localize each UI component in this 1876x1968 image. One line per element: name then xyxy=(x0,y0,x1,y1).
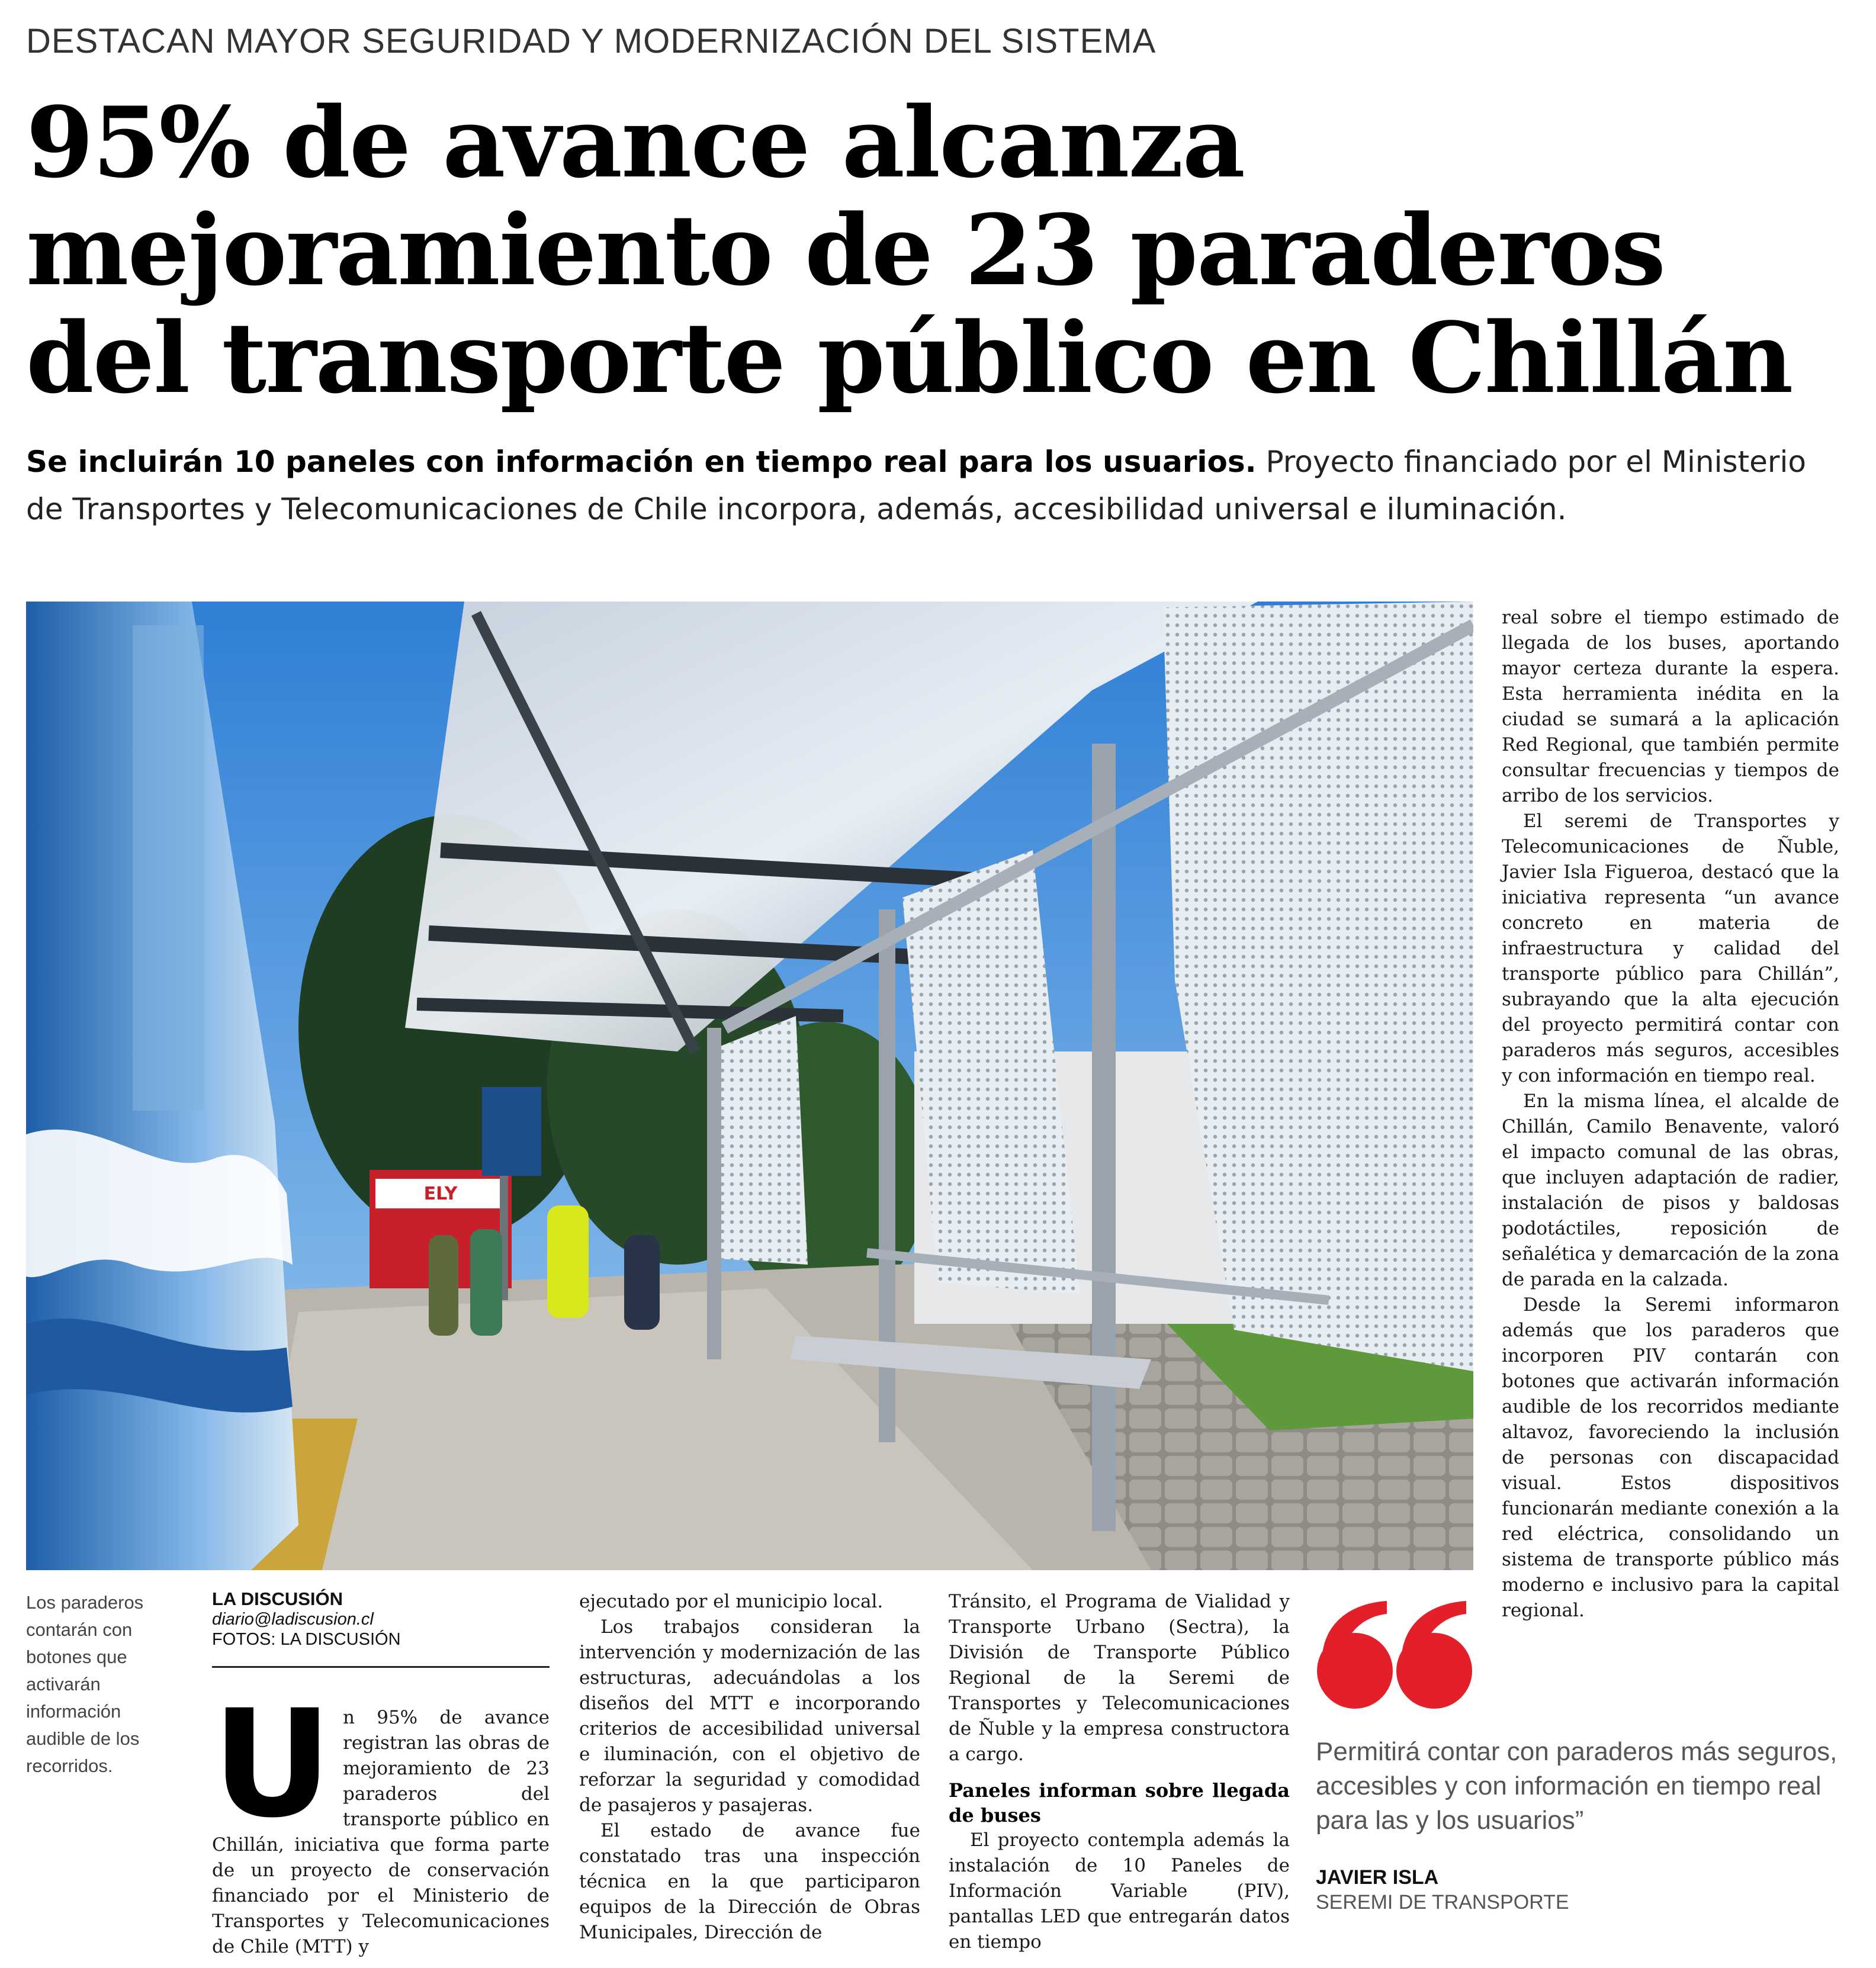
person xyxy=(429,1235,458,1336)
person-vest xyxy=(547,1205,589,1318)
kicker: DESTACAN MAYOR SEGURIDAD Y MODERNIZACIÓN DEL SISTEMA xyxy=(26,22,1157,60)
article-paragraph: Tránsito, el Programa de Vialidad y Transporte Urbano (Sectra), la División de Transporte Público Regional de la Seremi de Transportes y Telecomunicaciones de Ñuble y la empresa constructora a cargo. xyxy=(949,1591,1290,1765)
headline-line-2: mejoramiento de 23 paraderos xyxy=(26,193,1665,307)
byline-email[interactable]: diario@ladiscusion.cl xyxy=(212,1610,374,1629)
subheading: Paneles informan sobre llegada de buses xyxy=(949,1779,1290,1826)
lead-text: n 95% de avance registran las obras de mejoramiento de 23 paraderos del transporte público en Chillán, iniciativa que forma parte de un proyecto de conservación financiado por el Ministerio de Transportes y Telecomunicaciones de Chile (MTT) y xyxy=(212,1707,550,1957)
person xyxy=(470,1229,502,1336)
shelter-post xyxy=(1092,744,1116,1531)
article-column-4 xyxy=(1502,605,1839,1623)
deck xyxy=(26,438,1850,533)
article-column-3 xyxy=(949,1589,1290,1955)
article-paragraph: El seremi de Transportes y Telecomunicaciones de Ñuble, Javier Isla Figueroa, destacó que la iniciativa representa “un avance concreto en materia de infraestructura y calidad del transporte público para Chillán”, subrayando que la alta ejecución del proyecto permitirá contar con paraderos más seguros, accesibles y con información en tiempo real. xyxy=(1502,811,1839,1086)
byline-rule xyxy=(212,1666,550,1668)
deck-bold: Se incluirán 10 paneles con información en tiempo real para los usuarios. xyxy=(26,445,1257,479)
drop-cap: U xyxy=(212,1678,333,1850)
article-paragraph: real sobre el tiempo estimado de llegada de los buses, aportando mayor certeza durante la espera. Esta herramienta inédita en la ciudad se sumará a la aplicación Red Regional, que también permite consultar frecuencias y tiempos de arribo de los servicios. xyxy=(1502,607,1839,806)
byline xyxy=(212,1589,550,1668)
pull-quote: Permitirá contar con paraderos más seguros, accesibles y con información en tiempo real para las y los usuarios” xyxy=(1316,1737,1838,1835)
article-column-1 xyxy=(212,1678,550,1960)
byline-outlet: LA DISCUSIÓN xyxy=(212,1588,343,1609)
article-paragraph: El proyecto contempla además la instalación de 10 Paneles de Información Variable (PIV), pantallas LED que entregarán datos en tiempo xyxy=(949,1829,1290,1953)
perforated-panel xyxy=(707,1016,808,1265)
quote-attribution xyxy=(1316,1865,1730,1915)
kiosk-label: ELY xyxy=(423,1184,458,1204)
article-paragraph: Desde la Seremi informaron además que los paraderos que incorporen PIV contarán con botones que activarán información audible de los recorridos mediante altavoz, favoreciendo la inclusión de personas con discapacidad visual. Estos dispositivos funcionarán mediante conexión a la red eléctrica, consolidando un sistema de transporte público más moderno e inclusivo para la capital regional. xyxy=(1502,1294,1839,1621)
quote-author-name: JAVIER ISLA xyxy=(1316,1866,1439,1889)
bus-window xyxy=(133,625,204,1111)
quote-author-role: SEREMI DE TRANSPORTE xyxy=(1316,1891,1569,1914)
article-paragraph: ejecutado por el municipio local. xyxy=(579,1591,884,1612)
bus-stop-photo xyxy=(26,602,1473,1570)
person xyxy=(624,1235,660,1330)
headline xyxy=(26,85,1862,415)
byline-photos: FOTOS: LA DISCUSIÓN xyxy=(212,1630,401,1649)
headline-line-3: del transporte público en Chillán xyxy=(26,301,1793,415)
photo-caption: Los paraderos contarán con botones que activarán información audible de los recorridos. xyxy=(26,1592,144,1776)
quote-mark-icon xyxy=(1316,1599,1476,1711)
bus-stop-sign xyxy=(482,1087,541,1176)
headline-line-1: 95% de avance alcanza xyxy=(26,85,1244,200)
shelter-post xyxy=(707,1028,721,1359)
article-paragraph: Los trabajos consideran la intervención y modernización de las estructuras, adecuándolas a los diseños del MTT e incorporando criterios de accesibilidad universal e iluminación, con el objetivo de reforzar la seguridad y comodidad de pasajeros y pasajeras. xyxy=(579,1616,920,1816)
article-paragraph xyxy=(212,1678,550,1960)
article-paragraph: En la misma línea, el alcalde de Chillán, Camilo Benavente, valoró el impacto comunal de las obras, que incluyen adaptación de radier, instalación de pisos y baldosas podotáctiles, reposición de señalética y demarcación de la zona de parada en la calzada. xyxy=(1502,1091,1839,1290)
article-paragraph: El estado de avance fue constatado tras una inspección técnica en la que participaron equipos de la Dirección de Obras Municipales, Dirección de xyxy=(579,1820,920,1943)
deck-rest: Proyecto financiado por el Ministerio de Transportes y Telecomunicaciones de Chile incorpora, además, accesibilidad universal e iluminación. xyxy=(26,445,1806,526)
article-column-2 xyxy=(579,1589,920,1946)
